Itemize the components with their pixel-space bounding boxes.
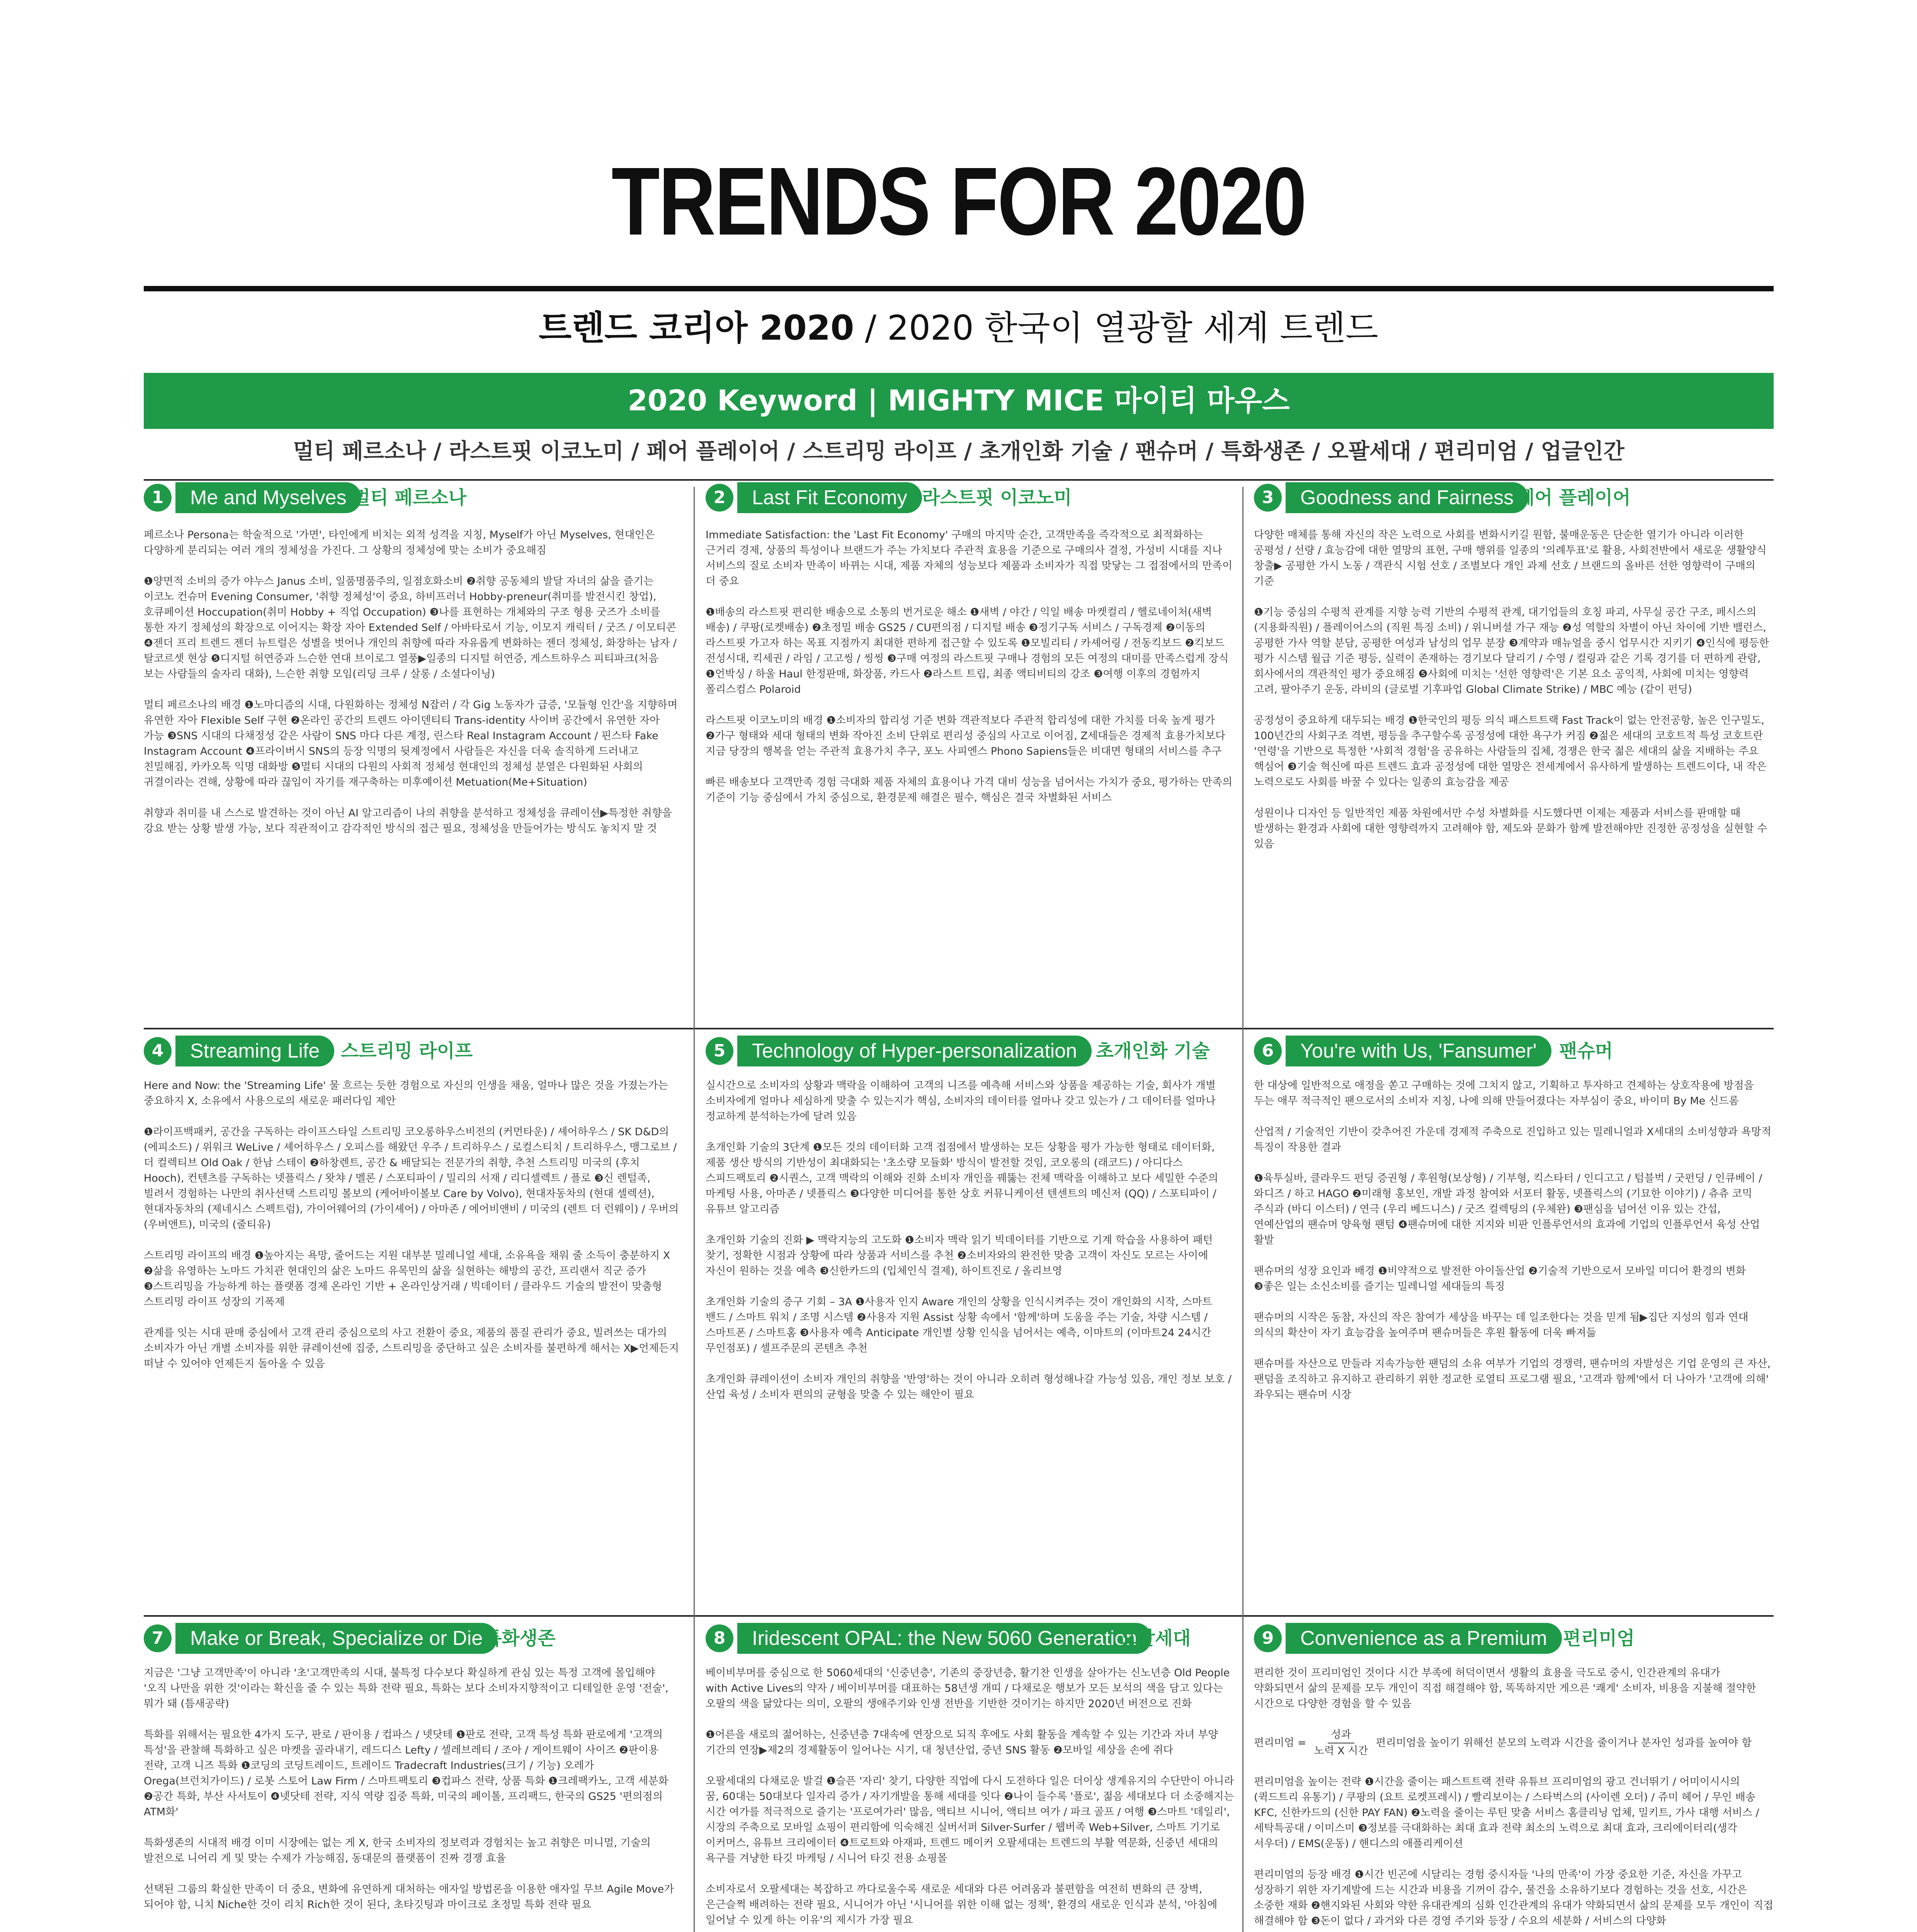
section-3-header	[1254, 482, 1774, 513]
paragraph: 한 대상에 일반적으로 애정을 쏟고 구매하는 것에 그치지 않고, 기획하고 투자하고 견제하는 상호작용에 방점을 두는 애무 적극적인 팬으로서의 소비자 지칭, 나에 의해 만들어졌다는 자부심이 중요, 바이미 By Me 신드롬	[1254, 1080, 1754, 1107]
paragraph: 라스트핏 이코노미의 배경 ❶소비자의 합리성 기준 변화 객관적보다 주관적 합리성에 대한 가치를 더욱 높게 평가 ❷가구 형태와 세대 형태의 변화 작아진 소비 단위로 편리성 중심의 사고로 이어짐, Z세대들은 경제적 효용가치보다 지금 당장의 행복을 얻는 주관적 효용가치 추구, 포노 사피엔스 Phono Sapiens들은 비대면 형태의 서비스를 추구	[706, 714, 1226, 757]
paragraph: 편리미엄을 높이는 전략 ❶시간을 줄이는 패스트트랙 전략 유튜브 프리미엄의 광고 건너뛰기 / 어미이시시의 (퀵드트리 유통기) / 쿠팡의 (요트 로켓프레시) / 빨리보이는 / 스타벅스의 (사이렌 오더) / 쥬미 헤어 / 무인 배송 KFC, 신한카드의 (신한 PAY FAN) ❷노력을 줄이는 루틴 맞춤 서비스 홈클리닝 업체, 밀키트, 가사 대행 서비스 / 세탁특공대 / 이미스미 ❸정보를 극대화하는 최대 효과 전략 최소의 노력으로 최대 효과, 크리에이터리(생각 서우더) / EMS(운동) / 핸디스의 애플리케이션	[1254, 1776, 1759, 1850]
title-rule	[144, 286, 1774, 291]
subtitle-bold: 트렌드 코리아 2020	[539, 308, 854, 348]
section-title-kr: 라스트핏 이코노미	[922, 487, 1072, 509]
section-title-en: Me and Myselves	[175, 482, 361, 513]
paragraph: 초개인화 기술의 3단계 ❶모든 것의 데이터화 고객 접점에서 발생하는 모든 상황을 평가 가능한 형태로 데이터화, 제품 생산 방식의 기반성이 최대화되는 '초소량 모듈화' 방식이 발전할 것임, 코오롱의 (래코드) / 아디다스 스피드팩토리 ❷시퀀스, 고객 맥락의 이해와 진화 소비자 개인을 꿰뚫는 전체 맥락을 이해하고 보다 세밀한 수준의 마케팅 사용, 아마존 / 넷플릭스 ❸다양한 미디어를 통한 상호 커뮤니케이션 텐센트의 메신저 (QQ) / 스포티파이 / 유튜브 알고리즘	[706, 1141, 1218, 1215]
section-title-en: Make or Break, Specialize or Die	[175, 1623, 497, 1654]
section-6-header	[1254, 1036, 1774, 1066]
section-title-en: Convenience as a Premium	[1286, 1623, 1562, 1654]
subtitle	[0, 308, 1917, 348]
section-number: 1	[144, 484, 172, 512]
paragraph: 지금은 '그냥 고객만족'이 아니라 '초'고객만족의 시대, 불특정 다수보다 확실하게 관심 있는 특정 고객에 몰입해야 '오직 나만을 위한 것'이라는 확신을 줄 수 있는 특화 전략 필요, 특화는 보다 소비자지향적이고 디테일한 운영 '전술', 뭐가 돼 (틈새공략)	[144, 1667, 668, 1710]
section-title-kr: 특화생존	[484, 1628, 556, 1649]
section-divider	[144, 479, 1774, 481]
section-title-kr: 팬슈머	[1559, 1040, 1613, 1062]
paragraph: ❶기능 중심의 수평적 관계를 지향 능력 기반의 수평적 관계, 대기업들의 호칭 파괴, 사무실 공간 구조, 페시스의 (지용화직원) / 플레이어스의 (직원 특징 소비) / 위니버셜 가구 재능 ❷성 역할의 차별이 아닌 차이에 기반 밸런스, 공평한 가사 역할 분담, 공평한 여성과 남성의 업무 분장 ❸계약과 매뉴얼을 중시 업무시간 지키기 ❹인식에 평등한 평가 시스템 월급 기준 평등, 실력이 존재하는 경기보다 달리기 / 수영 / 컬링과 같은 기록 경기를 더 편하게 관람, 회사에서의 객관적인 평가 중요해짐 ❺사회에 미치는 '선한 영향력'은 기본 요소 공익적, 사회에 미치는 영향력 고려, 팔아주기 운동, 라비의 (글로벌 기후파업 Global Climate Strike) / MBC 예능 (같이 펀딩)	[1254, 606, 1769, 696]
section-9-header	[1254, 1623, 1774, 1654]
paragraph: 편리미엄의 등장 배경 ❶시간 빈곤에 시달리는 경험 중시자들 '나의 만족'이 가장 중요한 기준, 자신을 가꾸고 성장하기 위한 자기계발에 드는 시간과 비용을 기꺼이 감수, 물건을 소유하기보다 경험하는 것을 선호, 시간은 소중한 재화 ❷핸지와된 사회와 약한 유대관계의 심화 인간관계의 유대가 약화되면서 삶의 문제를 모두 개인이 직접 해결해야 함 ❸돈이 없다 / 과거와 다른 경영 주기와 등장 / 수요의 세분화 / 서비스의 다양화	[1254, 1869, 1774, 1927]
section-title-en: Streaming Life	[175, 1036, 334, 1066]
section-2-body	[706, 527, 1235, 1018]
section-1-body	[144, 527, 681, 1018]
section-5-body	[706, 1078, 1235, 1604]
paragraph: 페르소나 Persona는 학술적으로 '가면', 타인에게 비치는 외적 성격을 지칭, Myself가 아닌 Myselves, 현대인은 다양하게 분리되는 여러 개의 정체성을 가진다. 그 상황의 정체성에 맞는 소비가 중요해짐	[144, 529, 655, 556]
section-number: 5	[706, 1037, 733, 1065]
paragraph: 선택된 그룹의 확실한 만족이 더 중요, 변화에 유연하게 대처하는 애자일 방법론을 이용한 애자일 무브 Agile Move가 되어야 함, 니치 Niche한 것이 리치 Rich한 것이 된다, 초타깃팅과 마이크로 초정밀 특화 전략 필요	[144, 1883, 674, 1911]
section-8-body	[706, 1665, 1235, 1932]
paragraph: 빠른 배송보다 고객만족 경험 극대화 제품 자체의 효용이나 가격 대비 성능을 넘어서는 가치가 중요, 평가하는 만족의 기준이 기능 중심에서 가치 중심으로, 환경문제 해결은 필수, 핵심은 결국 차별화된 서비스	[706, 776, 1233, 804]
section-number: 2	[706, 484, 733, 512]
section-title-kr: 초개인화 기술	[1096, 1040, 1210, 1062]
paragraph: 스트리밍 라이프의 배경 ❶높아지는 욕망, 줄어드는 지원 대부분 밀레니얼 세대, 소유욕을 채워 줄 소득이 충분하지 X ❷삶을 유영하는 노마드 가치관 현대인의 삶은 노마드 유목민의 삶을 실현하는 해방의 공간, 프리랜서 직군 증가 ❸스트리밍을 가능하게 하는 플랫폼 경제 온라인 기반 + 온라인상거래 / 빅데이터 / 클라우드 기술의 발전이 맞춤형 스트리밍 라이프 성장의 기폭제	[144, 1250, 670, 1308]
paragraph: Here and Now: the 'Streaming Life' 물 흐르는 듯한 경험으로 자신의 인생을 채움, 얼마나 많은 것을 가졌는가는 중요하지 X, 소유에서 사용으로의 새로운 패러다임 제안	[144, 1080, 668, 1107]
paragraph: 실시간으로 소비자의 상황과 맥락을 이해하여 고객의 니즈를 예측해 서비스와 상품을 제공하는 기술, 회사가 개별 소비자에게 얼마나 세심하게 맞출 수 있는지가 핵심, 소비자의 데이터를 얼마나 갖고 있는가 / 그 데이터를 얼마나 정교하게 분석하는가에 달려 있음	[706, 1080, 1216, 1122]
paragraph: 팬슈머의 시작은 동참, 자신의 작은 참여가 세상을 바꾸는 데 일조한다는 것을 믿게 됨▶집단 지성의 힘과 연대 의식의 확산이 자기 효능감을 높여주며 팬슈머들은 후원 활동에 더욱 빠져듦	[1254, 1311, 1749, 1339]
paragraph: ❶배송의 라스트핏 편리한 배송으로 소통의 번거로운 해소 ❶새벽 / 야간 / 익일 배송 마켓컬리 / 헬로네이처(새벽 배송) / 쿠팡(로켓배송) ❷초정밀 배송 GS25 / CU편의점 / 디지털 배송 ❸정기구독 서비스 / 구독경제 ❷이동의 라스트핏 가고자 하는 목표 지점까지 최대한 편하게 접근할 수 있도록 ❶모빌리티 / 카셰어링 / 전동킥보드 ❷킥보드 전성시대, 킥세권 / 라임 / 고고씽 / 씽씽 ❸구매 여정의 라스트핏 구매나 경험의 모든 여정의 대미를 만족스럽게 장식 ❶언박싱 / 하울 Haul 한정판매, 화장품, 카드사 ❷라스트 트립, 최종 액티비티의 강조 ❸여행 이후의 경험까지 폴리스컴스 Polaroid	[706, 606, 1229, 696]
paragraph: ❶라이프백패커, 공간을 구독하는 라이프스타일 스트리밍 코오롱하우스비전의 (커먼타운) / 셰어하우스 / SK D&D의 (에피소드) / 위워크 WeLive / 셰어하우스 / 오피스를 해왔던 우주 / 트리하우스 / 로컬스티치 / 트리하우스, 맹그로브 / 더 컬렉티브 Old Oak / 한남 스테이 ❷하창렌트, 공간 & 배달되는 전문가의 취향, 추천 스트리밍 미국의 (후치 Hooch), 컨텐츠를 구독하는 넷플릭스 / 왓챠 / 멜론 / 스포티파이 / 밀리의 서재 / 리디셀렉트 / 플로 ❸신 렌털족, 빌려서 경험하는 나만의 취사선택 스트리밍 볼보의 (케어바이볼보 Care by Volvo), 현대자동차의 (현대 셀렉션), 현대자동차의 (제네시스 스펙트럼), 가이어웨어의 (가이셰어) / 아마존 / 에어비앤비 / 미국의 (렌트 더 런웨이) / 우버의 (우버앤트), 미국의 (줄티유)	[144, 1126, 679, 1231]
section-9-body	[1254, 1665, 1774, 1932]
section-4-body	[144, 1078, 681, 1604]
paragraph: 초개인화 기술의 증구 기회 – 3A ❶사용자 인지 Aware 개인의 상황을 인식시켜주는 것이 개인화의 시작, 스마트 밴드 / 스마트 워치 / 조명 시스템 ❷사용자 지원 Assist 상황 속에서 '함께'하며 도움을 주는 기술, 차량 시스템 / 스마트폰 / 스마트홈 ❸사용자 예측 Anticipate 개인별 상황 인식을 넘어서는 예측, 이마트의 (이마트24 24시간 무인점포) / 셀프주문의 콘텐츠 추천	[706, 1296, 1212, 1354]
paragraph: 초개인화 큐레이션이 소비자 개인의 취향을 '반영'하는 것이 아니라 오히려 형성해나갈 가능성 있음, 개인 정보 보호 / 산업 육성 / 소비자 편의의 균형을 맞출 수 있는 해안이 필요	[706, 1373, 1232, 1401]
section-4-header	[144, 1036, 685, 1066]
paragraph: 팬슈머의 성장 요인과 배경 ❶비약적으로 발전한 아이돌산업 ❷기술적 기반으로서 모바일 미디어 환경의 변화 ❸좋은 일는 소신소비를 즐기는 밀레니얼 세대들의 특징	[1254, 1265, 1746, 1293]
paragraph: 산업적 / 기술적인 기반이 갖추어진 가운데 경제적 주축으로 진입하고 있는 밀레니얼과 X세대의 소비성향과 욕망적 특징이 작용한 결과	[1254, 1126, 1771, 1153]
section-number: 4	[144, 1037, 172, 1065]
keyword-banner: 2020 Keyword | MIGHTY MICE 마이티 마우스	[144, 373, 1774, 429]
section-7-body	[144, 1665, 681, 1932]
section-1-header	[144, 482, 685, 513]
section-title-en: You're with Us, 'Fansumer'	[1286, 1036, 1551, 1066]
paragraph: 초개인화 기술의 진화 ▶ 맥락지능의 고도화 ❶소비자 맥락 읽기 빅데이터를 기반으로 기계 학습을 사용하여 패턴 찾기, 정확한 시점과 상황에 따라 상품과 서비스를 추천 ❷소비자와의 완전한 맞춤 고객이 자신도 모르는 사이에 자신이 원하는 것을 예측 ❸신한카드의 (입체인식 결제), 하이트진로 / 올리브영	[706, 1234, 1213, 1277]
section-divider	[144, 1028, 1774, 1029]
column-divider	[694, 487, 695, 1932]
poster-title: TRENDS FOR 2020	[611, 147, 1306, 255]
paragraph: 오팔세대의 다채로운 발걸 ❶슬픈 '자리' 찾기, 다양한 직업에 다시 도전하다 일은 더이상 생계유지의 수단만이 아니라 꿈, 60대는 50대보다 일자리 증가 / 자기개발을 통해 세대를 잇다 ❷나이 들수록 '플로', 젊음 세대보다 더 소중해지는 시간 여가를 적극적으로 즐기는 '프로여가러' 많음, 액티브 시니어, 액티브 여가 / 파크 골프 / 여행 ❸스마트 '데일리', 시장의 주축으로 모바일 쇼핑이 편리함에 익숙해진 실버서퍼 Silver-Surfer / 웹버족 Web+Silver, 스마트 기기로 이커머스, 유튜브 크리에이터 ❹트로트와 아재파, 트렌드 메이커 오팔세대는 트렌드의 부활 역문화, 신중년 세대의 욕구를 겨냥한 타깃 마케팅 / 시니어 타깃 전용 쇼핑몰	[706, 1775, 1234, 1864]
paragraph: 취향과 취미를 내 스스로 발견하는 것이 아닌 AI 알고리즘이 나의 취향을 분석하고 정체성을 큐레이션▶특정한 취향을 강요 받는 상황 발생 가능, 보다 직관적이고 감각적인 방식의 접근 필요, 정체성을 만들어가는 방식도 놓치지 말 것	[144, 807, 672, 835]
paragraph: 관계를 잇는 시대 판매 중심에서 고객 관리 중심으로의 사고 전환이 중요, 제품의 품질 관리가 중요, 빌려쓰는 대가의 소비자가 아닌 개별 소비자를 위한 큐레이션에 집중, 스트리밍을 중단하고 싶은 소비자를 불편하게 해서는 X▶언제든지 떠날 수 있어야 언제든지 돌아올 수 있음	[144, 1327, 679, 1370]
paragraph: 다양한 매체를 통해 자신의 작은 노력으로 사회를 변화시키길 원함, 불매운동은 단순한 열기가 아니라 이러한 공평성 / 선량 / 효능감에 대한 열망의 표현, 구매 행위를 일종의 '의례투표'로 활용, 사회전반에서 새로운 생활양식 창출▶ 공평한 가시 노동 / 객관식 시험 선호 / 조별보다 개인 과제 선호 / 브랜드의 올바른 선한 영향력이 구매의 기준	[1254, 529, 1767, 587]
section-title-en: Technology of Hyper-personalization	[737, 1036, 1092, 1066]
paragraph: Immediate Satisfaction: the 'Last Fit Economy' 구매의 마지막 순간, 고객만족을 즉각적으로 최적화하는 근거리 경제, 상품의 특성이나 브랜드가 주는 가치보다 주관적 효용을 기준으로 구매의사 결정, 가성비 시대를 지나 서비스의 질로 소비자 만족이 바뀌는 시대, 제품 자체의 성능보다 제품과 소비자가 직접 맞닿는 그 접점에서의 만족이 더 중요	[706, 529, 1233, 587]
subtitle-rest: 2020 한국이 열광할 세계 트렌드	[887, 308, 1378, 348]
premium-formula	[1254, 1727, 1774, 1759]
section-number: 7	[144, 1624, 172, 1652]
paragraph: ❶양면적 소비의 증가 야누스 Janus 소비, 일품명품주의, 일점호화소비 ❷취향 공동체의 발달 자녀의 삶을 즐기는 이코노 컨슈머 Evening Consumer, '취향 정체성'이 중요, 하비프러너 Hobby-preneur(취미를 발전시킨 창업), 호큐페이션 Hoccupation(취미 Hobby + 직업 Occupation) ❸나를 표현하는 개체와의 구조 형용 굿즈가 소비를 통한 자기 정체성의 확장으로 이어지는 확장 자아 Extended Self / 아바타로서 기능, 이모지 캐릭터 / 굿즈 / 이모티콘 ❹젠더 프리 트렌드 젠더 뉴트럴은 성별을 벗어나 개인의 취향에 따라 자유롭게 변화하는 젠더 정체성, 화장하는 남자 / 탈코르셋 현상 ❺디지털 허연증과 느슨한 연대 브이로그 열풍▶일종의 디지털 허연증, 게스트하우스 피티파크(처음 보는 사람들의 술자리 대화), 느슨한 취향 모임(리딩 크루 / 살롱 / 소셜다이닝)	[144, 575, 677, 680]
paragraph: 멀티 페르소나의 배경 ❶노마디즘의 시대, 다원화하는 정체성 N잡러 / 각 Gig 노동자가 급증, '모듈형 인간'을 지향하며 유연한 자아 Flexible Self 구현 ❷온라인 공간의 트렌드 아이덴티티 Trans-identity 사이버 공간에서 유연한 자아 가능 ❸SNS 시대의 다채정성 같은 사람이 SNS 마다 다른 계정, 린스타 Real Instagram Account / 핀스타 Fake Instagram Account ❹프라이버시 SNS의 등장 익명의 뒷계정에서 사람들은 자신을 더욱 솔직하게 드러내고 친밀해짐, 카카오톡 익명 대화방 ❺멀티 시대의 다원의 사회적 정체성 현대인의 정체성 분열은 다원화된 사회의 귀결이라는 견해, 상황에 따라 끊임이 자기를 재구축하는 미후예이션 Metuation(Me+Situation)	[144, 699, 678, 788]
paragraph: 특화생존의 시대적 배경 이미 시장에는 없는 게 X, 한국 소비자의 정보력과 경험치는 높고 취향은 미니멀, 기술의 발전으로 니어리 게 및 맞는 수제가 가능해짐, 동대문의 플랫폼이 진짜 경쟁 효율	[144, 1837, 651, 1864]
subtitle-sep: /	[854, 308, 887, 348]
paragraph: 편리한 것이 프리미엄인 것이다 시간 부족에 허덕이면서 생활의 효용을 극도로 중시, 인간관계의 유대가 약화되면서 삶의 문제를 모두 개인이 직접 해결해야 함, 똑똑하지만 게으른 '쾌게' 소비자, 비용을 지불해 절약한 시간으로 다양한 경험을 할 수 있음	[1254, 1667, 1756, 1710]
keyword-list: 멀티 페르소나 / 라스트핏 이코노미 / 페어 플레이어 / 스트리밍 라이프 / 초개인화 기술 / 팬슈머 / 특화생존 / 오팔세대 / 편리미엄 / 업글인간	[293, 439, 1624, 464]
section-title-kr: 오팔세대	[1119, 1628, 1191, 1649]
formula-fraction	[1314, 1727, 1368, 1759]
section-6-body	[1254, 1078, 1774, 1604]
section-divider	[144, 1615, 1774, 1617]
section-7-header	[144, 1623, 685, 1654]
paragraph: 특화를 위해서는 필요한 4가지 도구, 판로 / 판이용 / 컵파스 / 넷닷테 ❶판로 전략, 고객 특성 특화 판로에게 '고객의 특성'을 관찰해 특화하고 싶은 마켓을 골라내기, 레드디스 Lefty / 셀레브레티 / 조아 / 게이트웨이 사이즈 ❷판이용 전략, 고객 니즈 특화 ❶코딩의 코딩트레이드, 트레이드 Tradecraft Industries(크기 / 기능) 오레가 Orega(브런치가이드) / 로봇 스토어 Law Firm / 스마트팩토리 ❸컵파스 전략, 상품 특화 ❶크레팩카노, 고객 세분화 ❷공간 특화, 부산 사서토이 ❹넷닷테 전략, 지식 역량 집중 특화, 미국의 페이톨, 프리팩드, 한국의 GS25 '편의점의 ATM화'	[144, 1729, 668, 1818]
section-8-header	[706, 1623, 1235, 1654]
section-title-kr: 페어 플레이어	[1517, 487, 1631, 509]
section-5-header	[706, 1036, 1235, 1066]
section-title-en: Last Fit Economy	[737, 482, 922, 513]
paragraph: 소비자로서 오팔세대는 복잡하고 까다로울수록 새로운 세대와 다른 어려움과 불편함을 여전히 변화의 큰 장벽, 은근슬쩍 배려하는 전략 필요, 시니어가 아닌 '시니어를 위한 이해 없는 정책', 환경의 새로운 인식과 분석, '아침에 일어날 수 있게 하는 이유'의 제시가 가장 필요	[706, 1883, 1218, 1926]
paragraph: 베이비부머를 중심으로 한 5060세대의 '신중년층', 기존의 중장년층, 활기찬 인생을 살아가는 신노년층 Old People with Active Lives의 약자 / 베이비부머를 대표하는 58년생 개띠 / 다채로운 행보가 모든 보석의 색을 담고 있다는 오팔의 색을 닮았다는 의미, 오팔의 생애주기와 인생 전반을 기반한 것이기는 하지만 2020년 버전으로 진화	[706, 1667, 1230, 1710]
section-2-header	[706, 482, 1235, 513]
section-title-kr: 편리미엄	[1563, 1628, 1635, 1649]
section-title-en: Goodness and Fairness	[1286, 482, 1528, 513]
column-divider	[1242, 487, 1243, 1932]
paragraph: ❶육투실바, 클라우드 펀딩 증권형 / 후원형(보상형) / 기부형, 킥스타터 / 인디고고 / 텀블벅 / 굿펀딩 / 인큐베이 / 와디즈 / 하고 HAGO ❷미래형 홍보인, 개발 과정 참여와 서포터 활동, 넷플릭스의 (기묘한 이야기) / 츄츄 코믹 주식과 (바디 이스터) / 연극 (우리 베드니스) / 굿즈 컬렉팅의 (우체완) ❸팬심을 넘어선 이유 있는 간섭, 연예산업의 팬슈머 양육형 팬텀 ❹팬슈머에 대한 지지와 비판 인플루언서의 효과에 기업의 인플루언서 육성 산업 활발	[1254, 1172, 1762, 1246]
section-number: 3	[1254, 484, 1282, 512]
formula-numerator: 성과	[1328, 1727, 1354, 1743]
paragraph: 공정성이 중요하게 대두되는 배경 ❶한국인의 평등 의식 패스트트랙 Fast Track이 없는 안전공항, 높은 인구밀도, 100년간의 사회구조 격변, 평등을 추구할수록 공정성에 대한 욕구가 커짐 ❷젊은 세대의 코호트적 특성 코호트란 '연령'을 기반으로 특정한 '사회적 경험'을 공유하는 사람들의 집체, 경쟁은 한국 젊은 세대의 삶을 지배하는 주요 핵심어 ❸기술 혁신에 따른 트렌드 효과 공정성에 대한 열망은 전세계에서 유사하게 발생하는 트렌드이다, 내 작은 노력으로도 사회를 바꿀 수 있다는 일종의 효능감을 제공	[1254, 714, 1767, 788]
paragraph: 팬슈머를 자산으로 만들라 지속가능한 팬덤의 소유 여부가 기업의 경쟁력, 팬슈머의 자발성은 기업 운영의 큰 자산, 팬덤을 조직하고 유지하고 관리하기 위한 정교한 로열티 프로그램 필요, '고객과 함께'에서 더 나아가 '고객에 의해' 좌우되는 팬슈머 시장	[1254, 1358, 1771, 1401]
formula-denominator: 노력 X 시간	[1314, 1745, 1368, 1757]
section-number: 8	[706, 1624, 733, 1652]
section-title-kr: 스트리밍 라이프	[341, 1040, 473, 1062]
paragraph: 성원이나 디자인 등 일반적인 제품 차원에서만 수성 차별화를 시도했다면 이제는 제품과 서비스를 판매할 때 발생하는 환경과 사회에 대한 영향력까지 고려해야 함, 제도와 문화가 함께 발전해야만 진정한 공정성을 실현할 수 있음	[1254, 807, 1767, 850]
section-title-en: Iridescent OPAL: the New 5060 Generation	[737, 1623, 1152, 1654]
section-3-body	[1254, 527, 1774, 1018]
section-title-kr: 멀티 페르소나	[352, 487, 466, 509]
paragraph: ❶어른을 새로의 젊어하는, 신중년층 7대속에 연장으로 되직 후에도 사회 활동을 계속할 수 있는 기간과 자녀 부양 기간의 연장▶제2의 경제활동이 일어나는 시기, 대 청년산업, 중년 SNS 활동 ❷모바일 세상을 손에 쥐다	[706, 1729, 1218, 1756]
section-number: 9	[1254, 1624, 1282, 1652]
formula-note: 편리미엄을 높이기 위해선 분모의 노력과 시간을 줄이거나 분자인 성과를 높여야 함	[1376, 1737, 1752, 1749]
section-number: 6	[1254, 1037, 1282, 1065]
formula-lhs: 편리미엄 =	[1254, 1737, 1306, 1749]
